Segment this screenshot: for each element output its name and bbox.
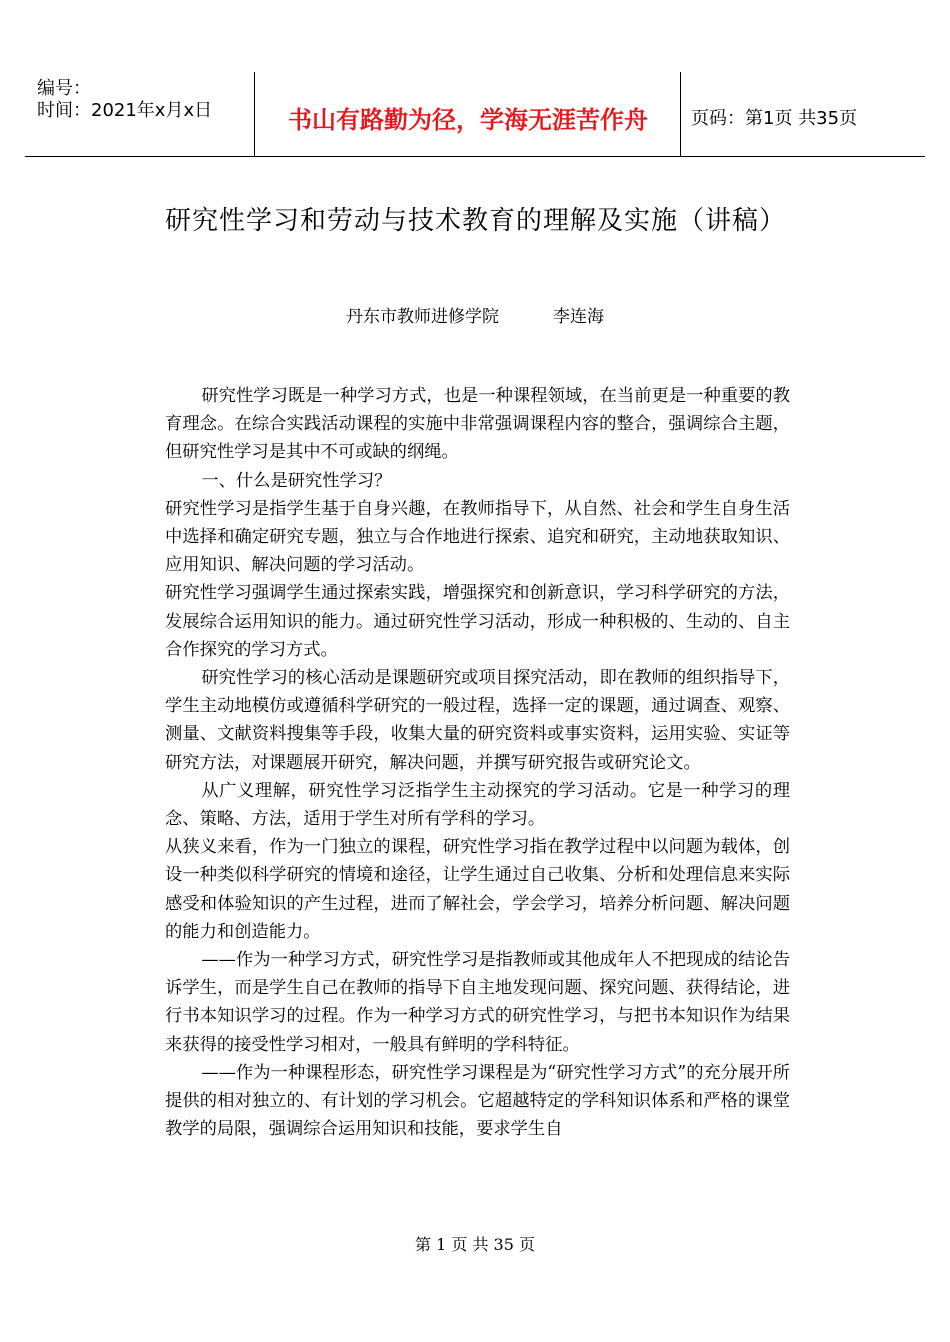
body-paragraph: 研究性学习既是一种学习方式，也是一种课程领域，在当前更是一种重要的教育理念。在综合实践活动课程的实施中非常强调课程内容的整合，强调综合主题，但研究性学习是其中不可或缺的纲绳。: [165, 386, 790, 463]
body-paragraph: 研究性学习强调学生通过探索实践，增强探究和创新意识，学习科学研究的方法，发展综合运用知识的能力。通过研究性学习活动，形成一种积极的、生动的、自主合作探究的学习方式。: [165, 583, 790, 660]
body-paragraph: 研究性学习是指学生基于自身兴趣，在教师指导下，从自然、社会和学生自身生活中选择和确定研究专题，独立与合作地进行探索、追究和研究，主动地获取知识、应用知识、解决问题的学习活动。: [165, 498, 790, 576]
page-footer: 第 1 页 共 35 页: [415, 1235, 535, 1254]
header-divider: [680, 72, 681, 156]
page-header: [25, 72, 925, 157]
header-divider: [254, 72, 255, 156]
time-label: 时间：2021年x月x日: [37, 100, 213, 121]
body-paragraph: 从广义理解，研究性学习泛指学生主动探究的学习活动。它是一种学习的理念、策略、方法，适用于学生对所有学科的学习。: [165, 780, 790, 830]
number-label: 编号：: [37, 78, 91, 99]
header-motto: 书山有路勤为径，学海无涯苦作舟: [288, 106, 648, 134]
author-line: 丹东市教师进修学院 李连海: [345, 307, 605, 327]
body-paragraph: 一、什么是研究性学习？: [201, 470, 392, 491]
header-page-number: 页码：第1页 共35页: [691, 108, 858, 129]
body-paragraph: ——作为一种学习方式，研究性学习是指教师或其他成年人不把现成的结论告诉学生，而是学生自己在教师的指导下自主地发现问题、探究问题、获得结论，进行书本知识学习的过程。作为一种学习方式的研究性学习，与把书本知识作为结果来获得的接受性学习相对，一般具有鲜明的学科特征。: [165, 950, 790, 1055]
body-paragraph: 从狭义来看，作为一门独立的课程，研究性学习指在教学过程中以问题为载体，创设一种类似科学研究的情境和途径，让学生通过自己收集、分析和处理信息来实际感受和体验知识的产生过程，进而了解社会，学会学习，培养分析问题、解决问题的能力和创造能力。: [165, 837, 790, 942]
body-paragraph: ——作为一种课程形态，研究性学习课程是为“研究性学习方式”的充分展开所提供的相对独立的、有计划的学习机会。它超越特定的学科知识体系和严格的课堂教学的局限，强调综合运用知识和技能，要求学生自: [165, 1062, 790, 1140]
document-body: [165, 382, 790, 1143]
header-meta: [37, 78, 212, 122]
body-paragraph: 研究性学习的核心活动是课题研究或项目探究活动，即在教师的组织指导下，学生主动地模仿或遵循科学研究的一般过程，选择一定的课题，通过调查、观察、测量、文献资料搜集等手段，收集大量的研究资料或事实资料，运用实验、实证等研究方法，对课题展开研究，解决问题，并撰写研究报告或研究论文。: [165, 668, 790, 773]
document-title: 研究性学习和劳动与技术教育的理解及实施（讲稿）: [165, 206, 787, 236]
